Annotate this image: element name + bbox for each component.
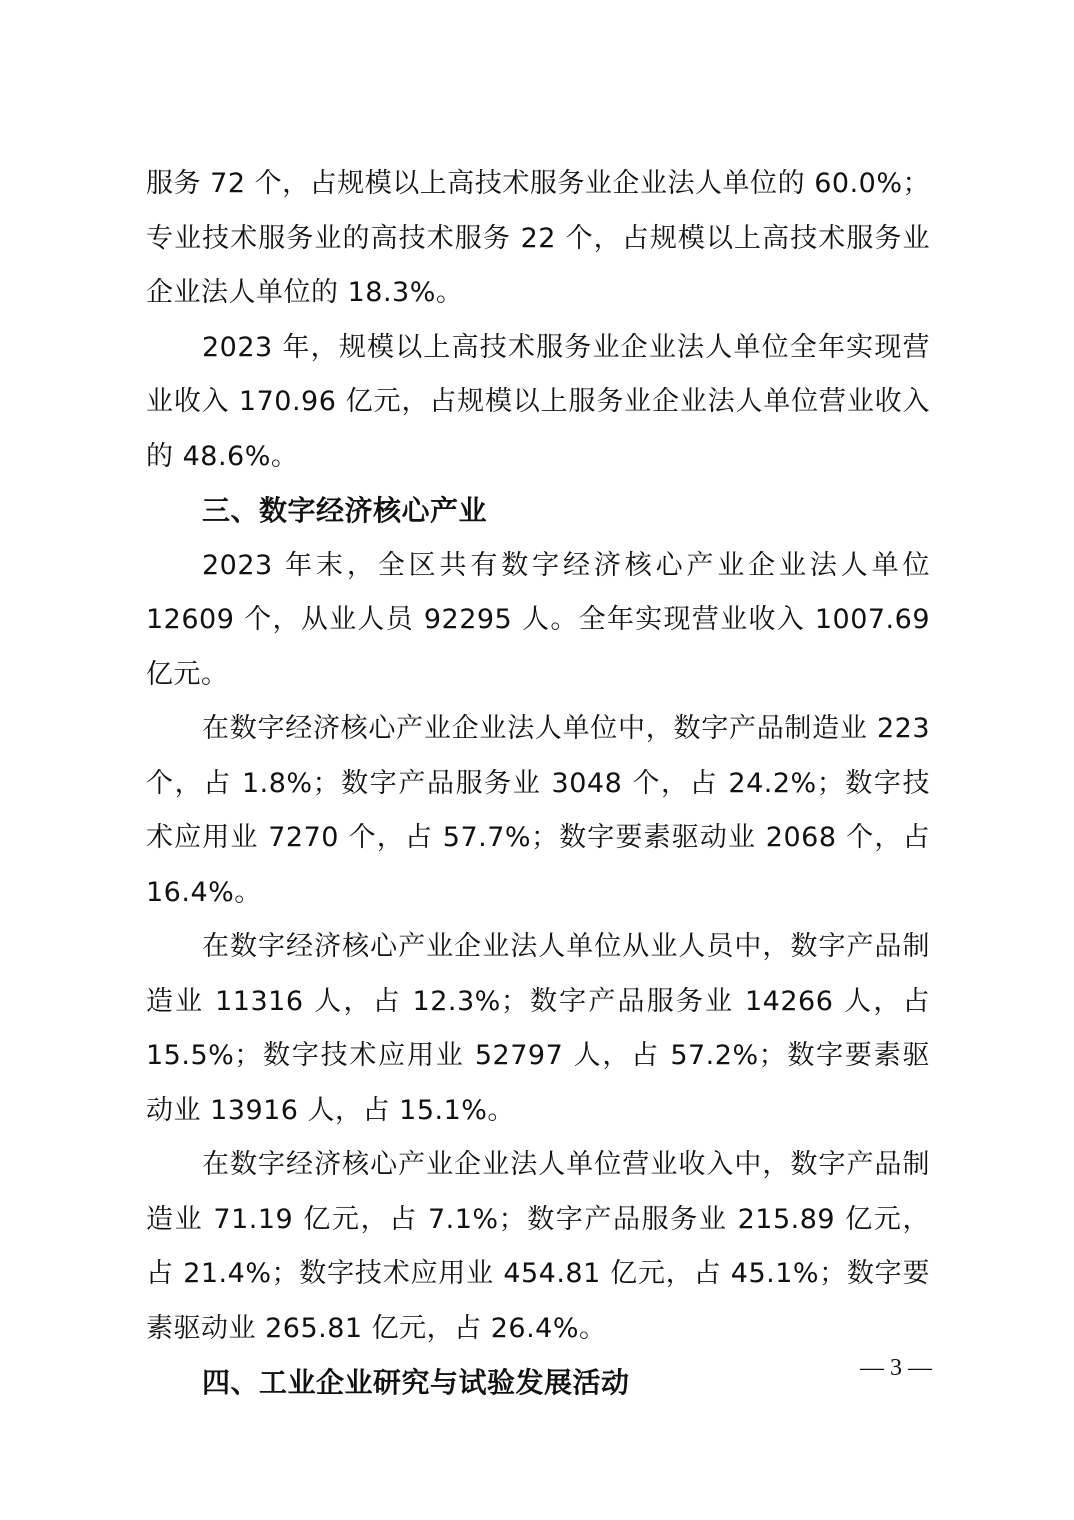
paragraph-continued-high-tech-services: 服务 72 个，占规模以上高技术服务业企业法人单位的 60.0%；专业技术服务业的高技术服务 22 个，占规模以上高技术服务业企业法人单位的 18.3%。 bbox=[146, 168, 930, 308]
section-heading-industrial-rnd: 四、工业企业研究与试验发展活动 bbox=[202, 1366, 630, 1399]
paragraph-digital-economy-revenue: 在数字经济核心产业企业法人单位营业收入中，数字产品制造业 71.19 亿元，占 7.1%；数字产品服务业 215.89 亿元，占 21.4%；数字技术应用业 454.81 亿元，占 45.1%；数字要素驱动业 265.81 亿元，占 26.4%。 bbox=[146, 1149, 930, 1344]
paragraph-high-tech-services-revenue: 2023 年，规模以上高技术服务业企业法人单位全年实现营业收入 170.96 亿元，占规模以上服务业企业法人单位营业收入的 48.6%。 bbox=[146, 331, 930, 472]
page-number: — 3 — bbox=[860, 1355, 932, 1381]
paragraph-digital-economy-employees: 在数字经济核心产业企业法人单位从业人员中，数字产品制造业 11316 人，占 12.3%；数字产品服务业 14266 人，占 15.5%；数字技术应用业 52797 人，占 57.2%；数字要素驱动业 13916 人，占 15.1%。 bbox=[146, 931, 930, 1126]
section-heading-digital-economy: 三、数字经济核心产业 bbox=[202, 494, 488, 527]
paragraph-digital-economy-units: 在数字经济核心产业企业法人单位中，数字产品制造业 223 个，占 1.8%；数字产品服务业 3048 个，占 24.2%；数字技术应用业 7270 个，占 57.7%；数字要素驱动业 2068 个，占 16.4%。 bbox=[146, 713, 930, 908]
paragraph-digital-economy-overview: 2023 年末，全区共有数字经济核心产业企业法人单位 12609 个，从业人员 92295 人。全年实现营业收入 1007.69 亿元。 bbox=[146, 549, 930, 690]
document-body bbox=[146, 157, 930, 1411]
